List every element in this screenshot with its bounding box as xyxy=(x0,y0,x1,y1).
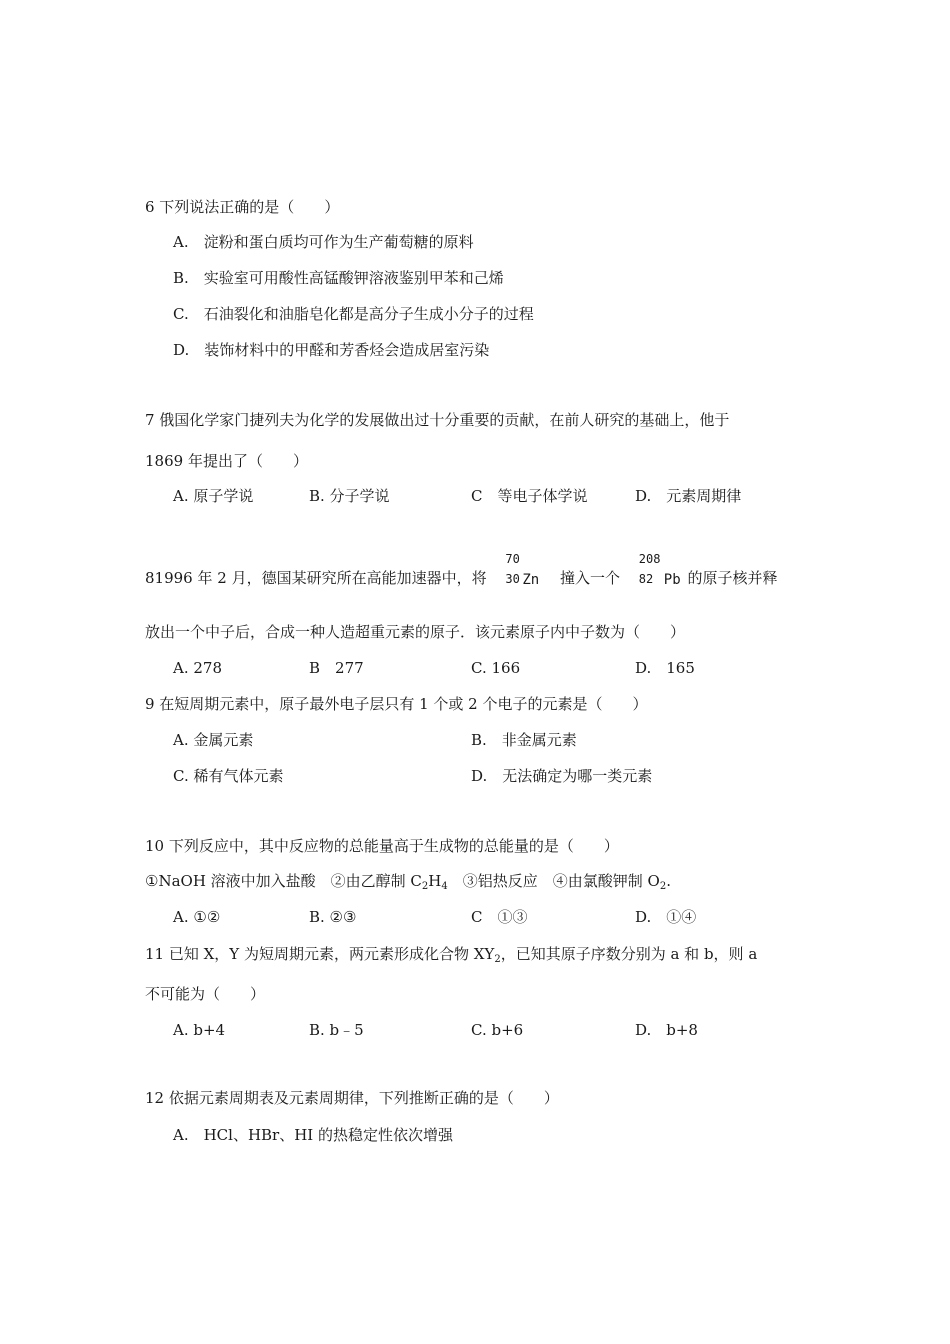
question-8-stem xyxy=(145,551,778,590)
question-6-option-d: D. 装饰材料中的甲醛和芳香烃会造成居室污染 xyxy=(173,341,490,359)
lead-symbol: Pb xyxy=(663,571,681,588)
question-9-stem: 9 在短周期元素中，原子最外电子层只有 1 个或 2 个电子的元素是（ ） xyxy=(145,695,648,713)
question-10-option-b: B. ②③ xyxy=(309,908,357,926)
question-8-option-b: B 277 xyxy=(309,659,364,677)
question-8-option-d: D. 165 xyxy=(635,659,695,677)
lead-atomic-number: 82 xyxy=(638,571,654,586)
question-11-stem-line2: 不可能为（ ） xyxy=(145,985,266,1003)
question-7-option-c: C 等电子体学说 xyxy=(471,487,588,505)
question-10-option-d: D. ①④ xyxy=(635,908,697,926)
question-6-option-a: A. 淀粉和蛋白质均可作为生产葡萄糖的原料 xyxy=(173,233,474,251)
lead-nuclide xyxy=(638,551,681,590)
question-12-stem: 12 依据元素周期表及元素周期律，下列推断正确的是（ ） xyxy=(145,1089,559,1107)
question-9-option-b: B. 非金属元素 xyxy=(471,731,577,749)
question-9-option-c: C. 稀有气体元素 xyxy=(173,767,284,785)
question-9-option-a: A. 金属元素 xyxy=(173,731,254,749)
question-9-option-d: D. 无法确定为哪一类元素 xyxy=(471,767,653,785)
question-8-stem-part3: 的原子核并释 xyxy=(687,569,778,587)
question-11-option-c: C. b+6 xyxy=(471,1021,524,1039)
zinc-mass-number: 70 xyxy=(505,551,520,566)
question-8-option-c: C. 166 xyxy=(471,659,521,677)
question-8-stem-line2: 放出一个中子后，合成一种人造超重元素的原子．该元素原子内中子数为（ ） xyxy=(145,623,686,641)
question-8-option-a: A. 278 xyxy=(173,659,222,677)
question-12-option-a: A. HCl、HBr、HI 的热稳定性依次增强 xyxy=(173,1126,454,1144)
question-8-stem-part1: 81996 年 2 月，德国某研究所在高能加速器中，将 xyxy=(145,569,487,587)
zinc-atomic-number: 30 xyxy=(505,571,520,586)
question-7-option-a: A. 原子学说 xyxy=(173,487,254,505)
question-10-stem: 10 下列反应中，其中反应物的总能量高于生成物的总能量的是（ ） xyxy=(145,837,619,855)
question-10-option-c: C ①③ xyxy=(471,908,528,926)
zinc-symbol: Zn xyxy=(522,571,540,588)
zinc-nuclide xyxy=(505,551,540,590)
question-11-option-a: A. b+4 xyxy=(173,1021,226,1039)
question-7-stem: 7 俄国化学家门捷列夫为化学的发展做出过十分重要的贡献，在前人研究的基础上，他于 xyxy=(145,411,730,429)
question-10-option-a: A. ①② xyxy=(173,908,221,926)
question-10-reactions: ①NaOH 溶液中加入盐酸 ②由乙醇制 $C_2H_4$ ③铝热反应 ④由氯酸钾制 $O_2$. xyxy=(145,872,671,892)
question-11-stem: 11 已知 X，Y 为短周期元素，两元素形成化合物 $XY_2$，已知其原子序数分别为 a 和 b，则 a xyxy=(145,945,758,965)
question-6-stem: 6 下列说法正确的是（ ） xyxy=(145,198,340,216)
question-11-option-b: B. b﹣5 xyxy=(309,1021,364,1039)
question-8-stem-part2: 撞入一个 xyxy=(560,569,621,587)
question-11-option-d: D. b+8 xyxy=(635,1021,698,1039)
question-6-option-b: B. 实验室可用酸性高锰酸钾溶液鉴别甲苯和己烯 xyxy=(173,269,504,287)
question-7-stem-line2: 1869 年提出了（ ） xyxy=(145,452,308,470)
question-7-option-d: D. 元素周期律 xyxy=(635,487,742,505)
question-7-option-b: B. 分子学说 xyxy=(309,487,390,505)
question-6-option-c: C. 石油裂化和油脂皂化都是高分子生成小分子的过程 xyxy=(173,305,534,323)
lead-mass-number: 208 xyxy=(638,551,661,566)
